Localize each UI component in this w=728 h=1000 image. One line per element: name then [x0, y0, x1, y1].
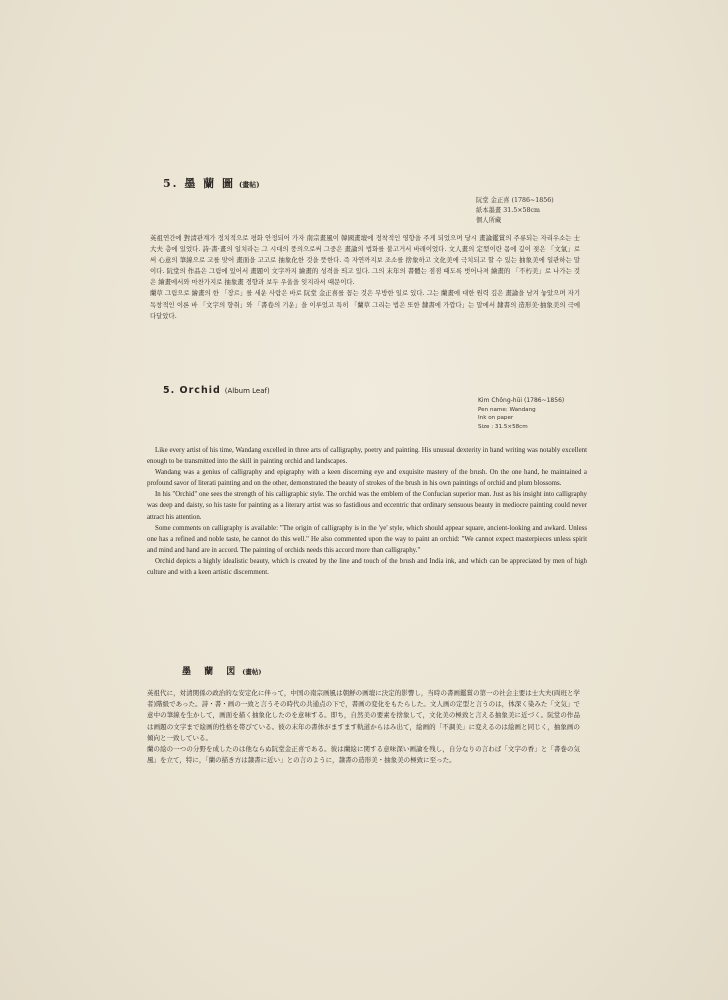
korean-meta-artist: 阮堂 金正喜 (1786~1856)	[476, 197, 554, 204]
korean-body	[150, 233, 580, 322]
english-meta	[478, 397, 564, 431]
english-body	[147, 445, 587, 578]
english-paragraph: In his "Orchid" one sees the strength of his calligraphic style. The orchid was the emblem of the Confucian superior man. Just as his insight into calligraphy was deep and daisty, so his taste for painting as a literary artist was so fastidious and eccentric that ordinary sensuous beauty in mediocre painting could never attract his attention.	[147, 491, 587, 521]
english-paragraph: Like every artist of his time, Wandang excelled in three arts of calligraphy, poetry and painting. His unusual dexterity in hand writing was notably excellent enough to be transmitted into the skill in painting orchid and landscapes.	[147, 447, 587, 466]
korean-meta	[476, 196, 554, 226]
korean-subtitle: (畫帖)	[239, 180, 260, 189]
english-paragraph: Some comments on calligraphy is available: "The origin of calligraphy is in the 'ye' style, which should appear square, ancient-looking and awkard. Unless one has a refined and noble taste, he cannot do this well." He also commented upon the way to paint an orchid: "We cannot expect masterpieces unless spirit and mind and hand are in accord. The painting of orchids needs this accord more than calligraphy."	[147, 524, 587, 554]
korean-meta-collection: 個人所藏	[476, 217, 502, 224]
english-meta-pen-name: Pen name: Wandang	[478, 406, 536, 413]
english-meta-size: Size : 31.5×58cm	[478, 423, 528, 430]
english-paragraph: Wandang was a genius of calligraphy and epigraphy with a keen discerning eye and exquisite mastery of the brush. On the one hand, he maintained a profound savor of literati painting and on the other, demonstrated the beauty of strokes of the brush in his own paintings of orchid and plum blossoms.	[147, 469, 587, 488]
korean-number: 5.	[163, 177, 179, 190]
korean-paragraph: 英祖연간에 對淸관계가 정치적으로 평화 안정되어 가자 南宗畫風이 韓國畫壇에 정착적인 영향을 주게 되었으며 당시 畫論鑑賞의 주류되는 자리우소는 士大夫 층에 있었다. 詩·書·畫의 일치라는 그 시대의 풍의으로써 그중은 畫論의 법화를 불고거서 바래이었다. 文人畫의 定型이란 몸에 깊이 젖은 「文氣」로써 心意의 筆線으로 고를 맞어 畫面을 고고로 抽象化한 것을 뜻한다. 즉 자연까지보 조소를 捨象하고 文化美에 극치되고 할 수 있는 抽象美에 일관하는 말이다. 阮堂의 作品은 그림에 있어서 畫題이 文字까지 繪畫的 성격을 띄고 있다. 그의 末年의 書體는 점점 때도록 벗어나져 繪畫的 「不朽美」로 나가는 것은 繪畫에서와 마찬가지로 抽象畫 경향과 보두 우울을 잊지라서 때문이다.	[150, 234, 580, 287]
japanese-paragraph: 英祖代に，対清関係の政治的な安定化に伴って，中国の南宗画風は朝鮮の画壇に決定的影響し，当時の書画鑑賞の第一の社会主要は士大夫(両班と学者)階級であった。詩・書・画の一致と言うその時代の共通点の下で，書画の変化をもたらした。文人画の定型と言うのは，体深く染みた「文気」で意中の筆線を生かして，画面を描く抽象化したのを意味する。即ち，自然美の要素を捨象して，文化美の極致と言える抽象美に近づく。阮堂の作品は画題の文字まで絵画的性格を帯びている。彼の末年の書体がますます軌道からはみ出て，絵画的「不調美」に変えるのは絵画と同じく，抽象画の傾向と一致している。	[147, 689, 580, 742]
english-title	[163, 385, 270, 396]
english-paragraph: Orchid depicts a highly idealistic beauty, which is created by the line and touch of the brush and India ink, and which can be appreciated by men of high culture and with a keen artistic discernment.	[147, 557, 587, 577]
japanese-paragraph: 蘭の絵の一つの分野を成したのは他ならぬ阮堂金正喜である。彼は蘭絵に関する意味深い画論を残し，自分なりの言わば「文字の香」と「書巻の気風」を立て，特に，「蘭の描き方は隷書に近い」との言のように，隷書の造形美・抽象美の極致に至った。	[147, 745, 580, 765]
korean-title-text: 墨 蘭 圖	[184, 177, 235, 190]
japanese-subtitle: (畫帖)	[242, 668, 262, 676]
japanese-title-text: 墨 蘭 図	[182, 667, 241, 677]
english-number: 5.	[163, 385, 176, 396]
english-meta-medium: Ink on paper	[478, 415, 514, 422]
english-title-text: Orchid	[179, 385, 221, 396]
korean-paragraph: 蘭草 그림으로 繪畫의 한 「장르」를 세운 사람은 바로 阮堂 金正喜를 꼽는 것은 무방한 일로 있다. 그는 蘭畫에 대한 원력 깊은 畫論을 남겨 놓았으며 자기 독창적인 이론 바 「文字의 향취」와 「書卷의 기운」을 이루었고 특히 「蘭草 그리는 법은 또한 隸書에 가깝다」는 말에서 隸書의 造形美·抽象美의 극에 다달았다.	[150, 289, 580, 320]
korean-title	[163, 175, 260, 191]
japanese-title	[182, 664, 261, 677]
japanese-body	[147, 688, 580, 766]
korean-meta-medium: 紙本墨畫 31.5×58cm	[476, 207, 540, 214]
english-meta-artist: Kim Chŏng-hŭi (1786~1856)	[478, 397, 565, 404]
english-subtitle: (Album Leaf)	[224, 387, 270, 395]
